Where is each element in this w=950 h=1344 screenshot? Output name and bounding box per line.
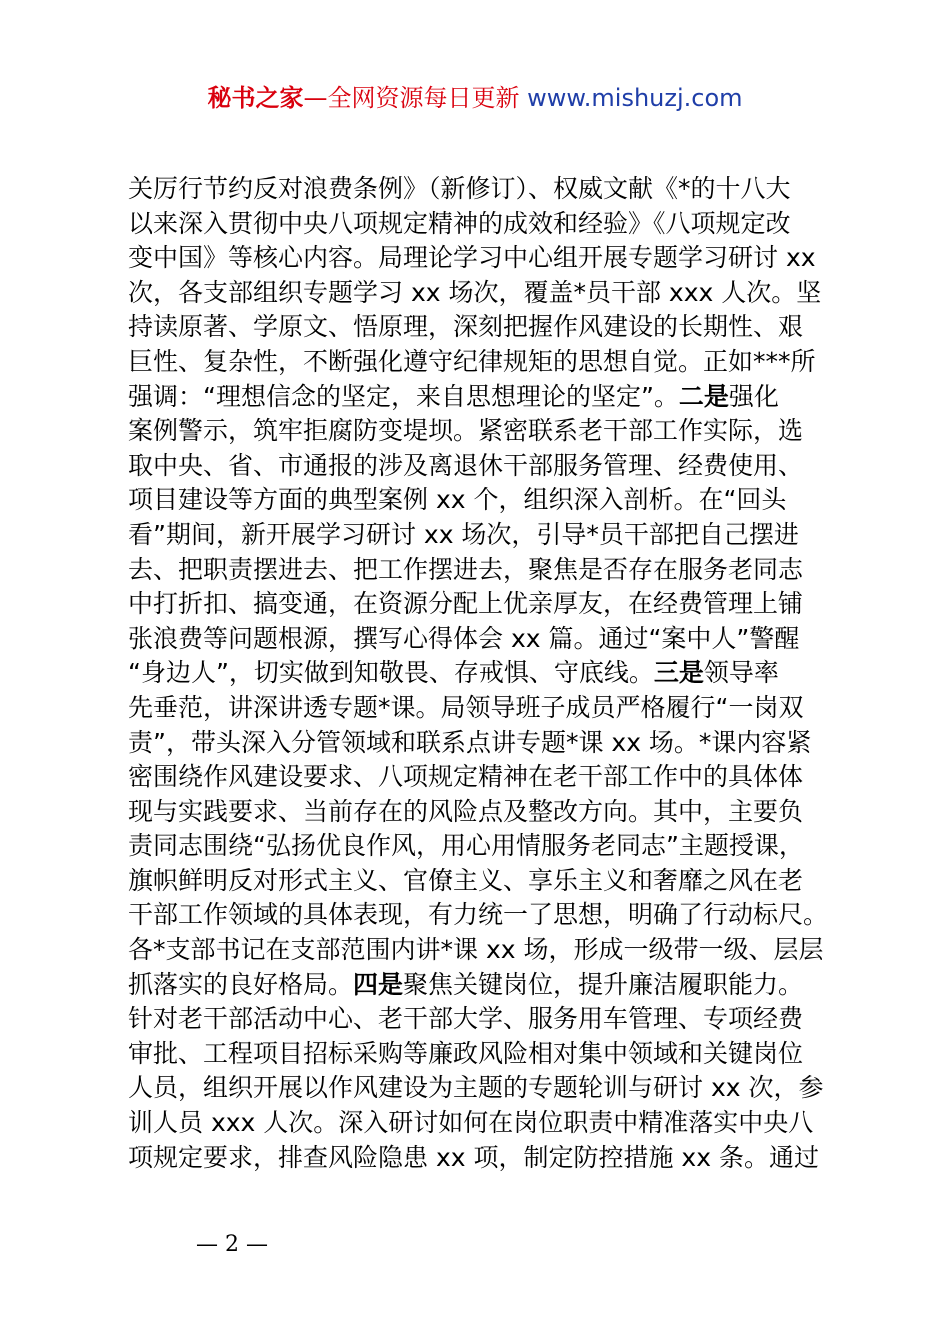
text-segment: 强调：“理想信念的坚定，来自思想理论的坚定”。 [128, 381, 679, 411]
text-segment: 强化 [728, 381, 779, 411]
text-line [128, 656, 828, 691]
document-body [128, 172, 828, 1175]
bold-marker: 四是 [353, 969, 404, 999]
text-segment: 案例警示，筑牢拒腐防变堤坝。紧密联系老干部工作实际，选 [128, 416, 804, 446]
text-line [128, 241, 828, 276]
text-line [128, 829, 828, 864]
text-line [128, 898, 828, 933]
text-segment: 看”期间，新开展学习研讨 xx 场次，引导*员干部把自己摆进 [128, 519, 799, 549]
text-segment: 领导率 [703, 658, 779, 688]
text-line [128, 276, 828, 311]
text-line [128, 968, 828, 1003]
bold-marker: 三是 [653, 658, 704, 688]
text-segment: 人员，组织开展以作风建设为主题的专题轮训与研讨 xx 次，参 [128, 1073, 824, 1103]
text-segment: 审批、工程项目招标采购等廉政风险相对集中领域和关键岗位 [128, 1038, 804, 1068]
text-segment: 干部工作领域的具体表现，有力统一了思想，明确了行动标尺。 [128, 900, 829, 930]
text-line [128, 587, 828, 622]
text-segment: 密围绕作风建设要求、八项规定精神在老干部工作中的具体体 [128, 762, 804, 792]
text-line [128, 1141, 828, 1176]
text-line [128, 795, 828, 830]
text-line [128, 345, 828, 380]
text-line [128, 553, 828, 588]
text-segment: 先垂范，讲深讲透专题*课。局领导班子成员严格履行“一岗双 [128, 692, 804, 722]
site-brand: 秘书之家 [207, 84, 304, 112]
text-line [128, 1071, 828, 1106]
text-segment: 抓落实的良好格局。 [128, 969, 354, 999]
text-segment: 针对老干部活动中心、老干部大学、服务用车管理、专项经费 [128, 1004, 804, 1034]
text-segment: 中打折扣、搞变通，在资源分配上优亲厚友，在经费管理上铺 [128, 589, 804, 619]
text-segment: 训人员 xxx 人次。深入研讨如何在岗位职责中精准落实中央八 [128, 1108, 814, 1138]
text-line [128, 310, 828, 345]
text-segment: 现与实践要求、当前存在的风险点及整改方向。其中，主要负 [128, 796, 804, 826]
text-segment: 去、把职责摆进去、把工作摆进去，聚焦是否存在服务老同志 [128, 554, 804, 584]
text-segment: 旗帜鲜明反对形式主义、官僚主义、享乐主义和奢靡之风在老 [128, 865, 804, 895]
text-segment: 持读原著、学原文、悟原理，深刻把握作风建设的长期性、艰 [128, 312, 804, 342]
text-segment: 取中央、省、市通报的涉及离退休干部服务管理、经费使用、 [128, 450, 804, 480]
text-line [128, 864, 828, 899]
text-line [128, 483, 828, 518]
text-line [128, 207, 828, 242]
page-number: — 2 — [196, 1232, 268, 1257]
text-segment: 关厉行节约反对浪费条例》（新修订）、权威文献《*的十八大 [128, 174, 791, 203]
text-segment: 项规定要求，排查风险隐患 xx 项，制定防控措施 xx 条。通过 [128, 1142, 819, 1172]
text-segment: 张浪费等问题根源，撰写心得体会 xx 篇。通过“案中人”警醒 [128, 623, 800, 653]
text-line [128, 1002, 828, 1037]
text-line [128, 933, 828, 968]
text-segment: 聚焦关键岗位，提升廉洁履职能力。 [403, 969, 804, 999]
text-segment: “身边人”，切实做到知敬畏、存戒惧、守底线。 [128, 658, 654, 688]
text-segment: 巨性、复杂性，不断强化遵守纪律规矩的思想自觉。正如***所 [128, 346, 816, 376]
text-line [128, 414, 828, 449]
text-line [128, 449, 828, 484]
text-line [128, 1106, 828, 1141]
text-line [128, 760, 828, 795]
site-tagline: —全网资源每日更新 [303, 84, 520, 112]
text-segment: 变中国》等核心内容。局理论学习中心组开展专题学习研讨 xx [128, 243, 816, 273]
text-segment: 责同志围绕“弘扬优良作风，用心用情服务老同志”主题授课， [128, 831, 804, 861]
text-line [128, 622, 828, 657]
text-line [128, 691, 828, 726]
text-line [128, 172, 828, 207]
text-segment: 项目建设等方面的典型案例 xx 个，组织深入剖析。在“回头 [128, 485, 787, 515]
text-line [128, 1037, 828, 1072]
text-segment: 责”，带头深入分管领域和联系点讲专题*课 xx 场。*课内容紧 [128, 727, 812, 757]
text-segment: 各*支部书记在支部范围内讲*课 xx 场，形成一级带一级、层层 [128, 935, 824, 965]
text-line [128, 726, 828, 761]
text-segment: 以来深入贯彻中央八项规定精神的成效和经验》《八项规定改 [128, 208, 791, 238]
bold-marker: 二是 [678, 381, 729, 411]
site-header [0, 78, 950, 113]
site-url[interactable]: www.mishuzj.com [527, 84, 743, 112]
text-line [128, 518, 828, 553]
text-segment: 次，各支部组织专题学习 xx 场次，覆盖*员干部 xxx 人次。坚 [128, 277, 822, 307]
text-line [128, 380, 828, 415]
